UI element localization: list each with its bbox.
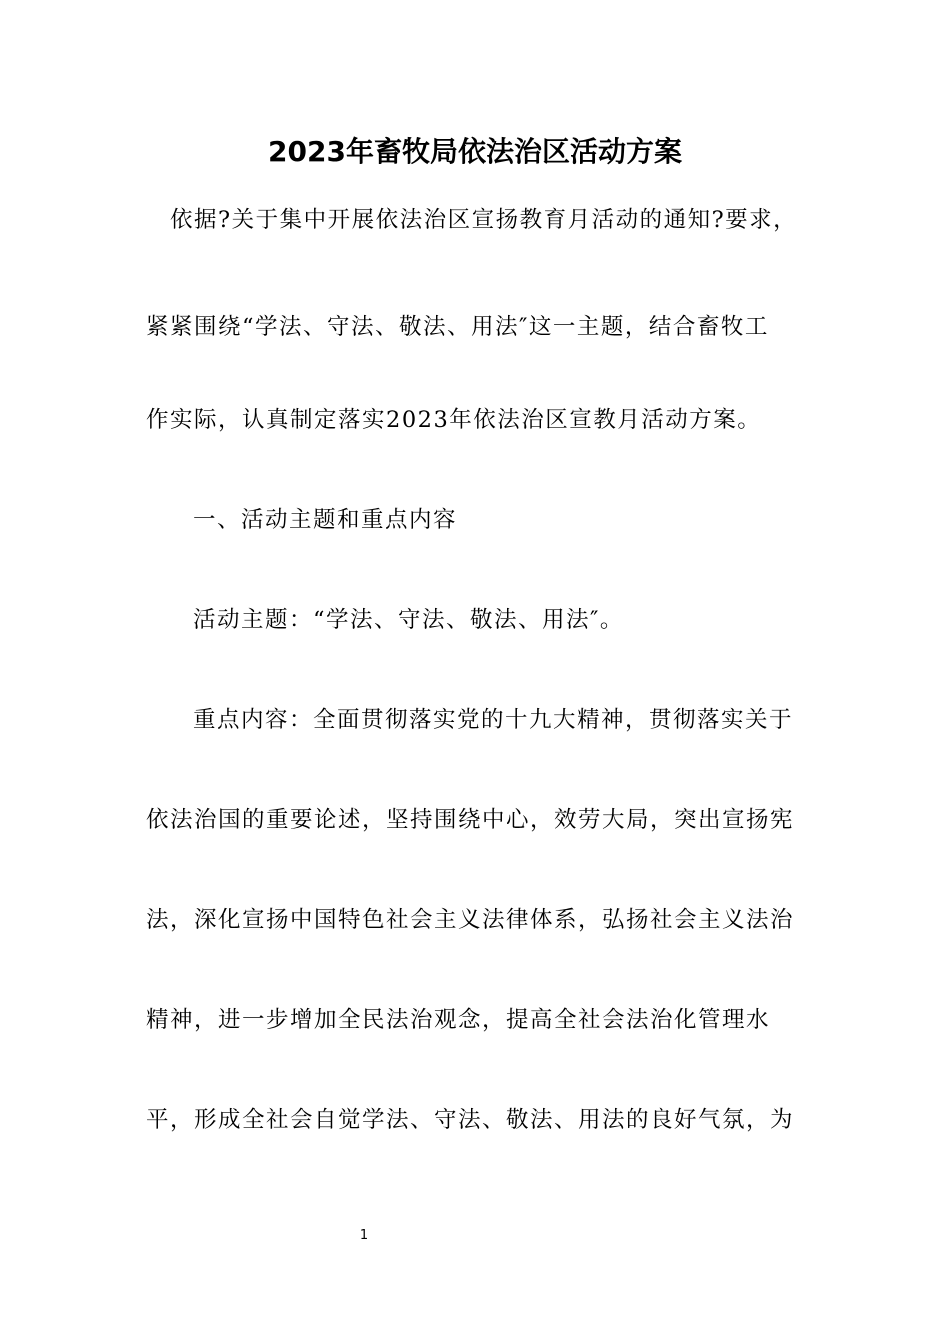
key-content-line-4: 精神，进一步增加全民法治观念，提高全社会法治化管理水: [146, 1007, 771, 1033]
key-content-line-1: 重点内容：全面贯彻落实党的十九大精神，贯彻落实关于: [193, 707, 794, 733]
theme-line: 活动主题：“学法、守法、敬法、用法″。: [193, 607, 624, 633]
section-heading: 一、活动主题和重点内容: [193, 507, 458, 533]
intro-line-3: 作实际，认真制定落实2023年依法治区宣教月活动方案。: [146, 407, 762, 433]
intro-line-2: 紧紧围绕“学法、守法、敬法、用法″这一主题，结合畜牧工: [146, 314, 769, 340]
key-content-line-2: 依法治国的重要论述，坚持围绕中心，效劳大局，突出宣扬宪: [146, 807, 795, 833]
intro-line-1: 依据?关于集中开展依法治区宣扬教育月活动的通知?要求，: [170, 207, 798, 233]
page-number: 1: [359, 1228, 369, 1243]
document-title: 2023年畜牧局依法治区活动方案: [268, 135, 682, 168]
key-content-line-3: 法，深化宣扬中国特色社会主义法律体系，弘扬社会主义法治: [146, 907, 795, 933]
key-content-line-5: 平，形成全社会自觉学法、守法、敬法、用法的良好气氛，为: [146, 1107, 795, 1133]
